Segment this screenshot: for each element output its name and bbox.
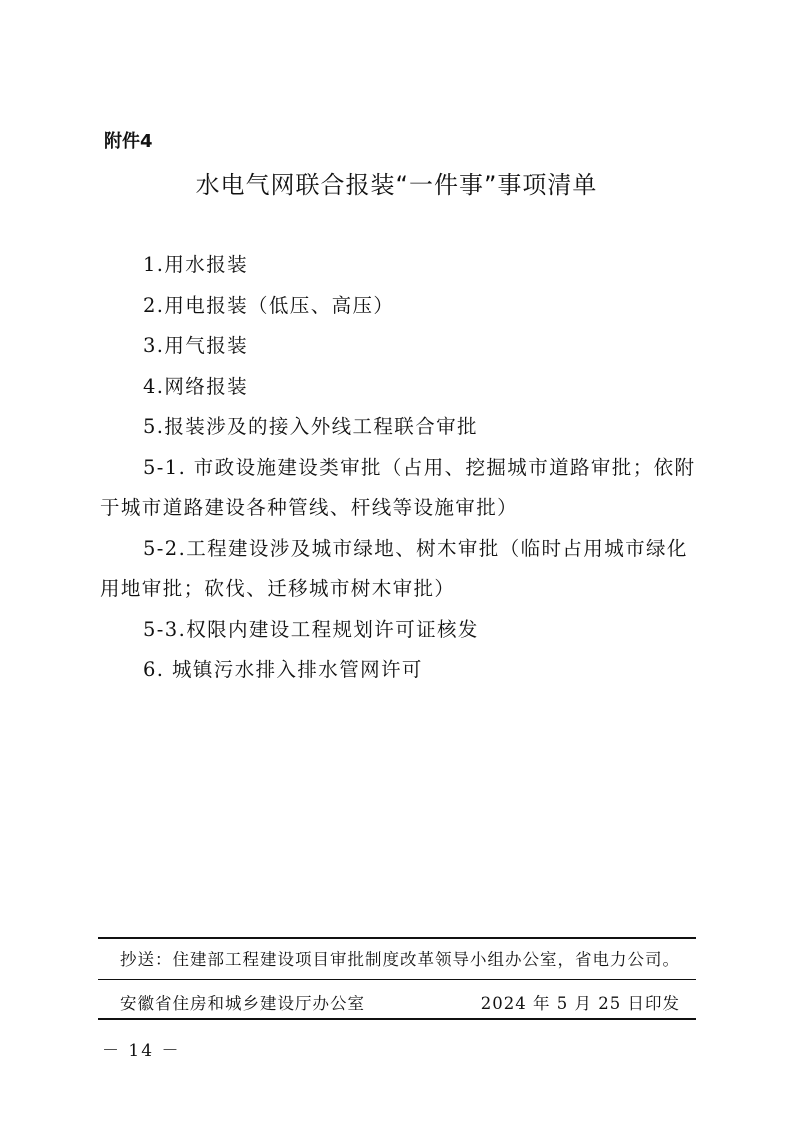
issue-date: 2024 年 5 月 25 日印发: [480, 994, 680, 1013]
footer-bottom-rule: [98, 1018, 696, 1020]
issuer-line: 安徽省住房和城乡建设厅办公室: [120, 994, 365, 1013]
list-item: 4.网络报装: [143, 374, 249, 398]
footer-top-rule: [98, 937, 696, 939]
list-item: 2.用电报装（低压、高压）: [143, 293, 395, 317]
list-item: 5-2.工程建设涉及城市绿地、树木审批（临时占用城市绿化用地审批；砍伐、迁移城市树木审批）: [100, 536, 688, 600]
list-item: 5-3.权限内建设工程规划许可证核发: [143, 617, 479, 641]
page-number: － 14 －: [102, 1041, 181, 1061]
list-item: 5.报装涉及的接入外线工程联合审批: [143, 415, 478, 438]
page-title: 水电气网联合报装“一件事”事项清单: [195, 171, 598, 199]
list-item: 1.用水报装: [143, 253, 249, 276]
cc-line: 抄送：住建部工程建设项目审批制度改革领导小组办公室，省电力公司。: [120, 950, 680, 969]
list-item: 6. 城镇污水排入排水管网许可: [143, 658, 423, 681]
list-item: 3.用气报装: [143, 334, 249, 357]
attachment-label: 附件4: [104, 131, 153, 152]
footer-middle-rule: [98, 979, 696, 980]
list-item: 5-1. 市政设施建设类审批（占用、挖掘城市道路审批；依附于城市道路建设各种管线、杆线等设施审批）: [100, 455, 696, 519]
item-list: [100, 245, 700, 691]
